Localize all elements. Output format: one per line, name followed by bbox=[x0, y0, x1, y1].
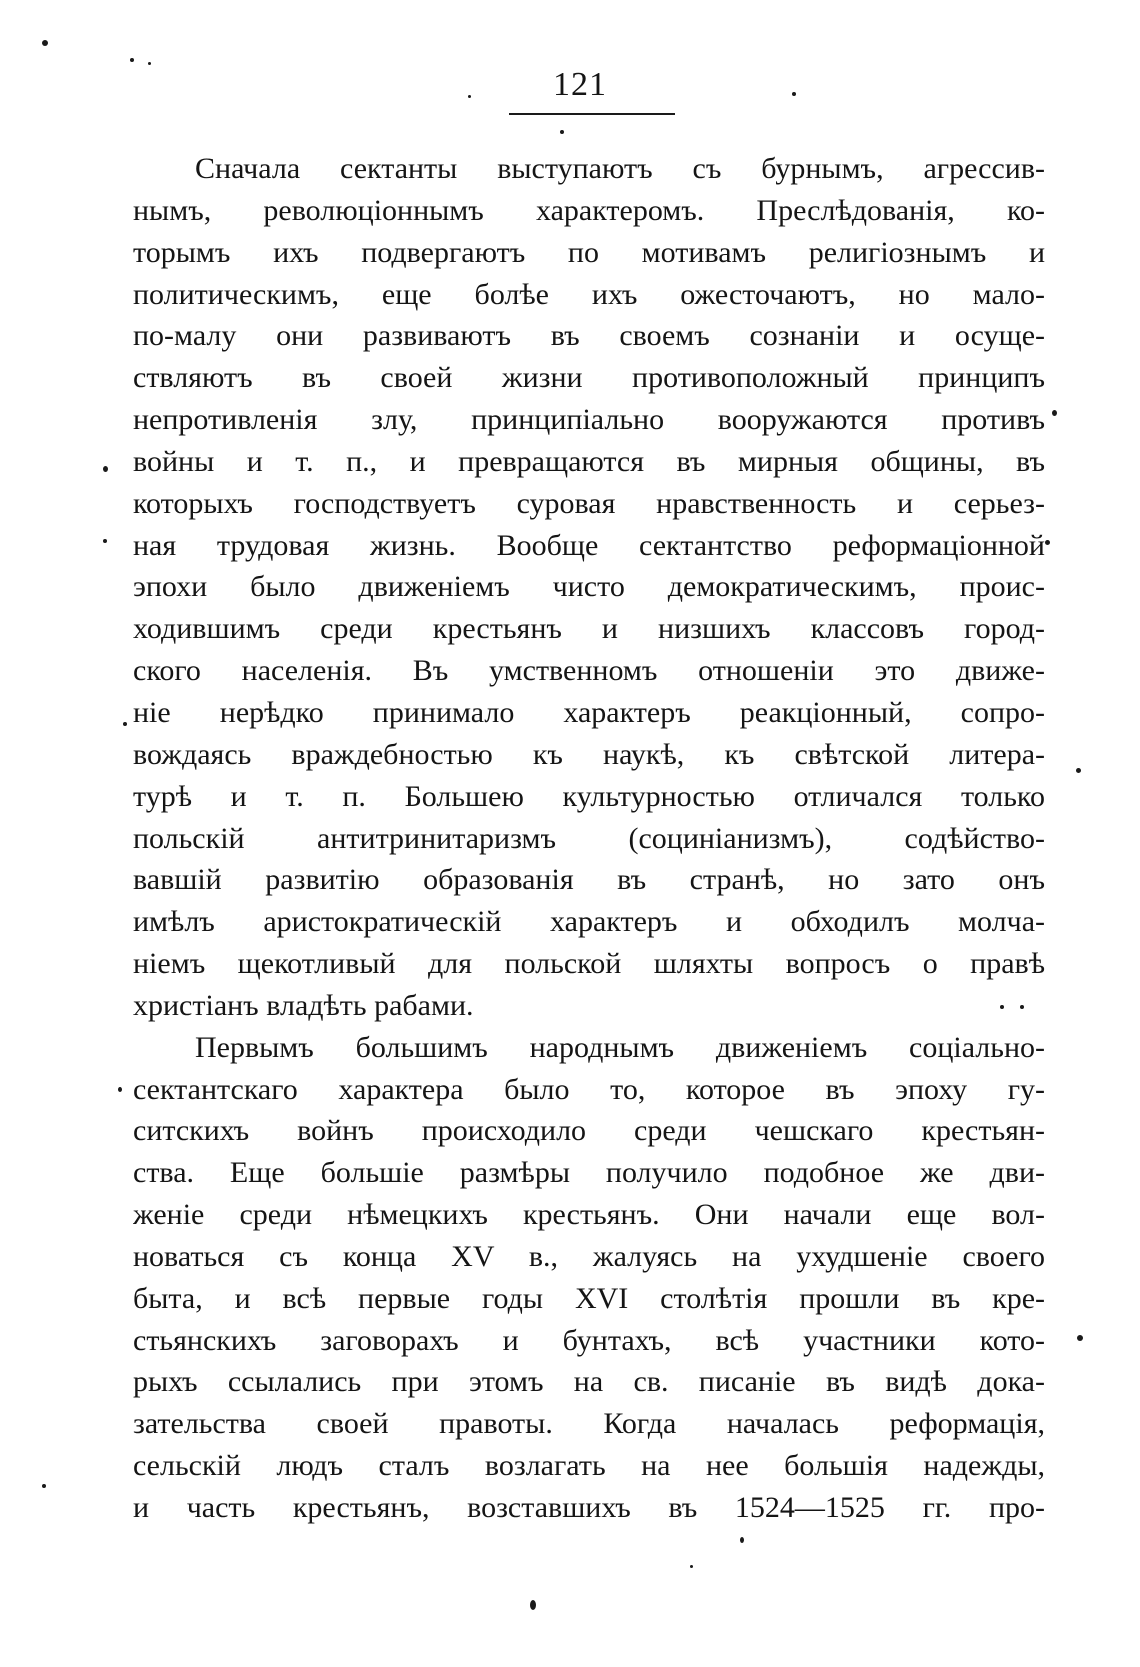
scan-speck bbox=[130, 58, 134, 62]
text-line: ского населенія. Въ умственномъ отношеніи это движе- bbox=[133, 654, 1045, 688]
text-line: торымъ ихъ подвергаютъ по мотивамъ религіознымъ и bbox=[133, 235, 1045, 269]
paragraph-1 bbox=[133, 148, 1045, 1027]
scan-speck bbox=[792, 92, 796, 96]
scan-speck bbox=[740, 1537, 744, 1543]
text-line: женіе среди нѣмецкихъ крестьянъ. Они начали еще вол- bbox=[133, 1198, 1045, 1232]
text-line: и часть крестьянъ, возставшихъ въ 1524—1525 гг. про- bbox=[133, 1491, 1045, 1524]
text-line: имѣлъ аристократическій характеръ и обходилъ молча- bbox=[133, 905, 1045, 939]
scan-speck bbox=[42, 40, 48, 46]
scan-speck bbox=[1000, 1005, 1004, 1009]
text-line: которыхъ господствуетъ суровая нравственность и серьез- bbox=[133, 486, 1045, 520]
text-line: турѣ и т. п. Большею культурностью отличался только bbox=[133, 779, 1045, 813]
text-line: ніе нерѣдко принимало характеръ реакціонный, сопро- bbox=[133, 695, 1045, 729]
text-line: христіанъ владѣть рабами. bbox=[133, 988, 474, 1022]
text-line: Сначала сектанты выступаютъ съ бурнымъ, агрессив- bbox=[195, 152, 1045, 185]
text-line: польскій антитринитаризмъ (социніанизмъ), содѣйство- bbox=[133, 821, 1045, 855]
scan-speck bbox=[1076, 768, 1081, 773]
body-text bbox=[133, 148, 1045, 1529]
scan-speck bbox=[468, 95, 471, 98]
text-line: вавшій развитію образованія въ странѣ, но зато онъ bbox=[133, 863, 1045, 897]
text-line: ствляютъ въ своей жизни противоположный принципъ bbox=[133, 361, 1045, 395]
text-line: быта, и всѣ первые годы XVI столѣтія прошли въ кре- bbox=[133, 1281, 1045, 1315]
text-line: вождаясь враждебностью къ наукѣ, къ свѣтской литера- bbox=[133, 737, 1045, 771]
scan-speck bbox=[690, 1565, 693, 1568]
text-line: войны и т. п., и превращаются въ мирныя общины, въ bbox=[133, 444, 1045, 478]
scan-speck bbox=[103, 539, 107, 543]
text-line: ніемъ щекотливый для польской шляхты вопросъ о правѣ bbox=[133, 947, 1045, 981]
text-line: сельскій людъ сталъ возлагать на нее большія надежды, bbox=[133, 1449, 1045, 1483]
scan-speck bbox=[530, 1600, 536, 1610]
text-line: ства. Еще большіе размѣры получило подобное же дви- bbox=[133, 1156, 1045, 1190]
text-line: ситскихъ войнъ происходило среди чешскаго крестьян- bbox=[133, 1114, 1045, 1148]
text-line: нымъ, революціоннымъ характеромъ. Преслѣдованія, ко- bbox=[133, 193, 1045, 227]
scan-speck bbox=[118, 1087, 122, 1092]
text-line: эпохи было движеніемъ чисто демократическимъ, проис- bbox=[133, 570, 1045, 604]
text-line: зательства своей правоты. Когда началась реформація, bbox=[133, 1407, 1045, 1441]
scan-speck bbox=[560, 130, 564, 134]
scan-speck bbox=[1077, 1335, 1083, 1341]
text-line: Первымъ большимъ народнымъ движеніемъ соціально- bbox=[195, 1030, 1045, 1064]
scan-speck bbox=[1020, 1005, 1024, 1009]
text-line: ходившимъ среди крестьянъ и низшихъ классовъ город- bbox=[133, 612, 1045, 646]
text-line: новаться съ конца XV в., жалуясь на ухудшеніе своего bbox=[133, 1239, 1045, 1273]
scan-speck bbox=[1052, 410, 1057, 416]
scan-speck bbox=[148, 62, 151, 65]
text-line: непротивленія злу, принципіально вооружаются противъ bbox=[133, 403, 1045, 437]
scan-speck bbox=[123, 722, 127, 726]
scan-speck bbox=[1045, 540, 1050, 545]
header-rule bbox=[509, 113, 675, 115]
text-line: ная трудовая жизнь. Вообще сектантство реформаціонной bbox=[133, 528, 1045, 562]
paragraph-2 bbox=[133, 1027, 1045, 1529]
text-line: по-малу они развиваютъ въ своемъ сознаніи и осуще- bbox=[133, 319, 1045, 353]
scan-speck bbox=[103, 466, 108, 472]
text-line: стьянскихъ заговорахъ и бунтахъ, всѣ участники кото- bbox=[133, 1323, 1045, 1357]
text-line: сектантскаго характера было то, которое въ эпоху гу- bbox=[133, 1072, 1045, 1106]
text-line: политическимъ, еще болѣе ихъ ожесточаютъ, но мало- bbox=[133, 277, 1045, 311]
page-number: 121 bbox=[553, 66, 607, 103]
scan-speck bbox=[42, 1484, 46, 1488]
text-line: рыхъ ссылались при этомъ на св. писаніе въ видѣ дока- bbox=[133, 1365, 1045, 1399]
